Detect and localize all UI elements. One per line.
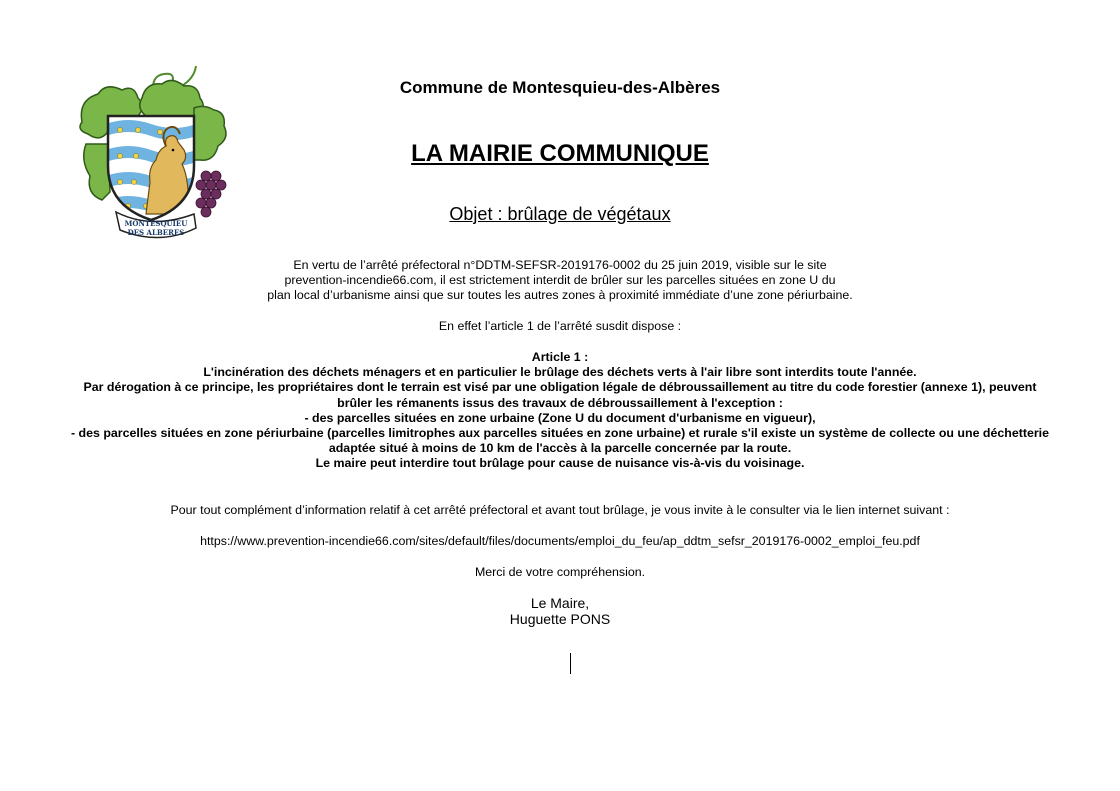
- intro-line: En vertu de l’arrêté préfectoral n°DDTM-SEFSR-2019176-0002 du 25 juin 2019, visible sur le site: [293, 258, 827, 272]
- intro-paragraph: [0, 258, 1120, 304]
- banner-text-line1: MONTESQUIEU: [124, 219, 188, 228]
- article-line: Par dérogation à ce principe, les propriétaires dont le terrain est visé par une obligation légale de débroussaillement au titre du code forestier (annexe 1), peuvent: [83, 380, 1037, 395]
- reference-link-url: https://www.prevention-incendie66.com/sites/default/files/documents/emploi_du_feu/ap_ddtm_sefsr_2019176-0002_emploi_feu.pdf: [200, 534, 920, 548]
- thanks-text: Merci de votre compréhension.: [474, 565, 646, 579]
- article-line: - des parcelles situées en zone périurbaine (parcelles limitrophes aux parcelles situées en zone urbaine) et rurale s'il existe un système de collecte ou une déchetterie: [70, 426, 1050, 441]
- signature-role: Le Maire,: [530, 595, 590, 611]
- article-line: - des parcelles situées en zone urbaine (Zone U du document d'urbanisme en vigueur),: [304, 410, 816, 425]
- text-cursor: [570, 653, 571, 674]
- commune-name: Commune de Montesquieu-des-Albères: [399, 78, 721, 97]
- page-headline: LA MAIRIE COMMUNIQUE: [411, 140, 709, 167]
- complement-text: Pour tout complément d’information relatif à cet arrêté préfectoral et avant tout brûlage, je vous invite à le consulter via le lien internet suivant :: [170, 503, 950, 517]
- article-line: adaptée situé à moins de 10 km de l'accès à la parcelle concernée par la route.: [328, 441, 792, 456]
- article-heading: Article 1 :: [531, 350, 589, 364]
- article-line: Le maire peut interdire tout brûlage pour cause de nuisance vis-à-vis du voisinage.: [315, 456, 805, 471]
- article-line: brûler les rémanents issus des travaux de débroussaillement à l'exception :: [337, 395, 783, 410]
- article-line: L'incinération des déchets ménagers et en particulier le brûlage des déchets verts à l'air libre sont interdits toute l'année.: [203, 365, 917, 380]
- signature-name: Huguette PONS: [509, 611, 611, 627]
- article-1-block: [0, 350, 1120, 472]
- subject-line: Objet : brûlage de végétaux: [449, 204, 671, 224]
- intro-line: prevention-incendie66.com, il est strictement interdit de brûler sur les parcelles situées en zone U du: [284, 273, 836, 288]
- signature-block: [0, 595, 1120, 627]
- banner-text-line2: DES ALBERES: [127, 228, 185, 237]
- article-intro-text: En effet l’article 1 de l’arrêté susdit dispose :: [438, 319, 682, 333]
- intro-line: plan local d’urbanisme ainsi que sur toutes les autres zones à proximité immédiate d’une zone périurbaine.: [267, 288, 853, 303]
